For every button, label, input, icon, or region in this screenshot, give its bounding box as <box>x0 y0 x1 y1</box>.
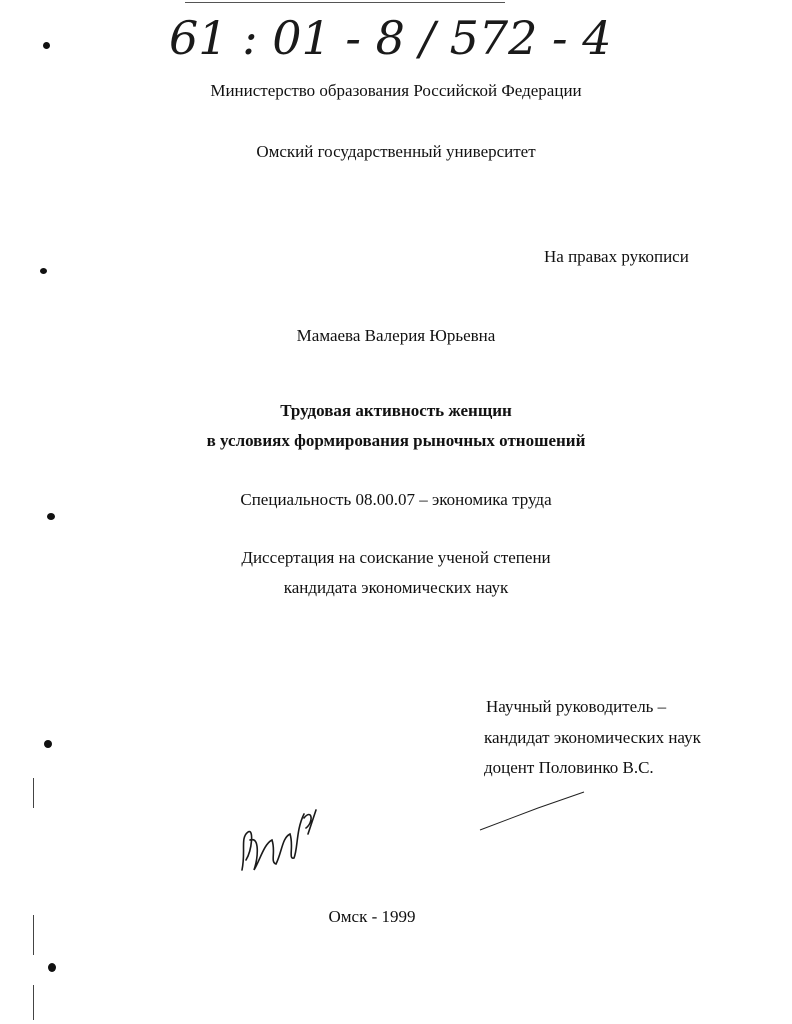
supervisor-name: доцент Половинко В.С. <box>484 758 654 777</box>
city-year: Омск - 1999 <box>328 907 416 926</box>
margin-line <box>33 985 34 1020</box>
thesis-title-line-1: Трудовая активность женщин <box>280 401 512 420</box>
author-name: Мамаева Валерия Юрьевна <box>296 326 496 345</box>
ministry-name: Министерство образования Российской Федерации <box>210 81 582 100</box>
manuscript-rights: На правах рукописи <box>544 247 689 266</box>
thesis-title-line-2: в условиях формирования рыночных отношений <box>206 431 586 450</box>
punch-mark <box>40 268 47 274</box>
svg-text:61 : 01 - 8 / 572 - 4: 61 : 01 - 8 / 572 - 4 <box>169 11 612 65</box>
dissertation-degree-line-1: Диссертация на соискание ученой степени <box>241 548 551 567</box>
university-name: Омский государственный университет <box>256 142 536 161</box>
margin-line <box>33 778 34 808</box>
signature-line <box>478 790 588 835</box>
handwritten-signature <box>232 800 332 885</box>
dissertation-degree-line-2: кандидата экономических наук <box>283 578 509 597</box>
punch-mark <box>47 513 55 520</box>
punch-mark <box>44 740 52 748</box>
punch-mark <box>43 42 50 49</box>
specialty: Специальность 08.00.07 – экономика труда <box>240 490 552 509</box>
supervisor-label: Научный руководитель – <box>486 697 667 716</box>
top-rule <box>185 2 505 3</box>
supervisor-degree: кандидат экономических наук <box>484 728 701 747</box>
handwritten-archive-code <box>165 4 612 66</box>
punch-mark <box>48 963 56 972</box>
